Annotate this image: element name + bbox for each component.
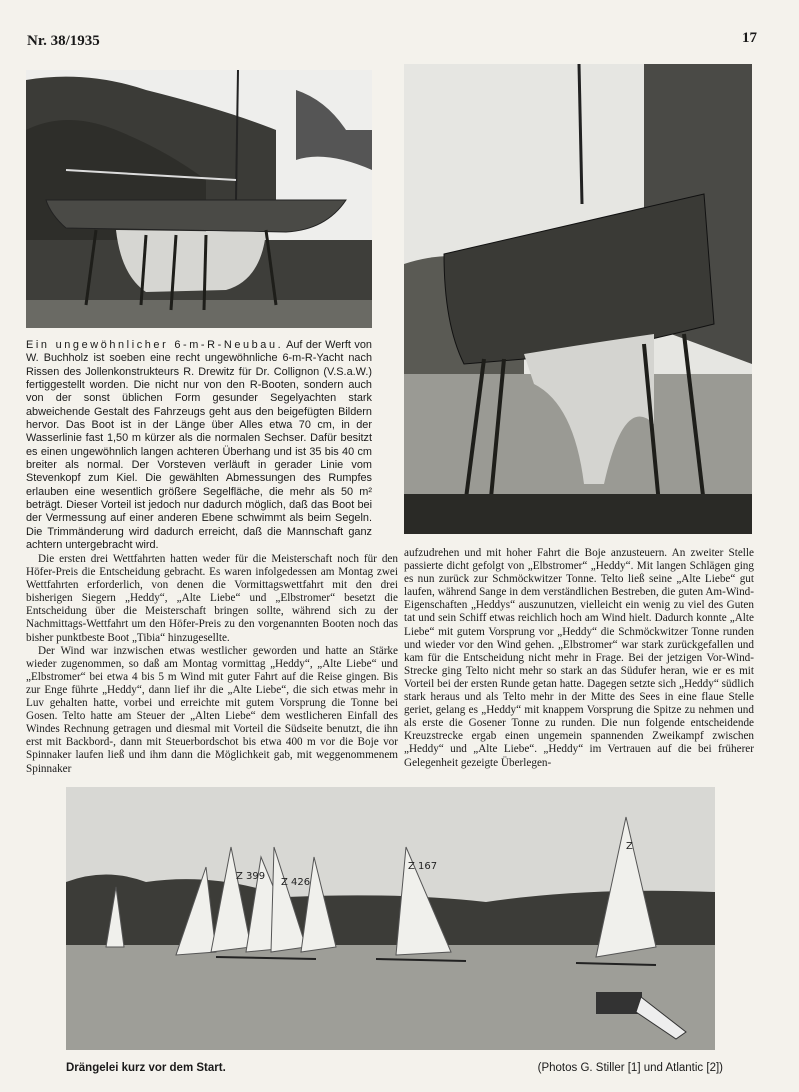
article-right-column (404, 547, 754, 770)
issue-number: Nr. 38/1935 (27, 33, 100, 49)
article-paragraph: aufzudrehen und mit hoher Fahrt die Boje anzusteuern. An zweiter Stelle passierte dicht gefolgt von „Elbstromer“ „Heddy“. Mit langen Schlägen ging es nun zurück zur Schmöckwitzer Tonne. Telto ließ seine „Alte Liebe“ gut laufen, während Sange in dem verständlichen Bestreben, die guten Am-Wind-Eigenschaften „Heddys“ auszunutzen, vielleicht ein wenig zu viel des Guten tat und sein Schiff etwas reichlich hoch am Wind hielt. Dadurch konnte „Alte Liebe“ mit gutem Vorsprung vor „Heddy“ die Schmöckwitzer Tonne runden und wieder vor den Wind gehen. „Elbstromer“ war stark zurückgefallen und kam für die Entscheidung nicht mehr in Frage. Bei der jetzigen Vor-Wind-Strecke ging Telto nicht mehr so stark an das Südufer heran, wie er es mit Vorteil bei der ersten Runde getan hatte. Dagegen setzte sich „Heddy“ südlich stark heraus und als Telto mehr in der Mitte des Sees in eine flaue Stelle geriet, gelang es „Heddy“ mit knappem Vorsprung die Spitze zu nehmen und als erste die Gosener Tonne zu runden. Die nun folgende entscheidende Kreuzstrecke ergab einen ungemein spannenden Zweikampf zwischen „Heddy“ und „Alte Liebe“. „Heddy“ im Vertrauen auf die bei früherer Gelegenheit gezeigte Überlegen- (404, 547, 754, 769)
caption-body: Auf der Werft von W. Buchholz ist soeben eine recht ungewöhnliche 6-m-R-Yacht nach Rissen des Jollenkonstrukteurs R. Drewitz für Dr. Collignon (V.S.a.W.) fertiggestellt worden. Die nicht nur von den R-Booten, sondern auch von der sonst üblichen Form gesunder Segelyachten stark abweichende Gestalt des Fahrzeugs geht aus den beigefügten Bildern hervor. Das Boot ist in der Länge über Alles etwa 70 cm, in der Wasserlinie fast 1,50 m kürzer als die normalen Sechser. Dafür besitzt es einen ungewöhnlich langen achteren Überhang und ist 35 bis 40 cm breiter als normal. Der Vorsteven verläuft in gerader Linie vom Stevenkopf zum Kiel. Die gewählten Abmessungen des Rumpfes erlauben eine wesentlich größere Segelfläche, die mehr als 50 m² beträgt. Dieser Vorteil ist jedoch nur dadurch möglich, daß das Boot bei der Vermessung auf einer anderen Ebene schwimmt als beim Segeln. Die Trimmänderung wird dadurch erreicht, daß die Mannschaft ganz achtern untergebracht wird. (26, 339, 372, 552)
sail-number: Z 167 (408, 861, 438, 872)
photo-boat-on-slipway (26, 70, 372, 328)
caption-lead: Ein ungewöhnlicher 6-m-R-Neubau. (26, 339, 284, 351)
photo-credits: (Photos G. Stiller [1] und Atlantic [2]) (537, 1062, 723, 1074)
article-paragraph: Die ersten drei Wettfahrten hatten weder für die Meisterschaft noch für den Höfer-Preis die Entscheidung gebracht. Es waren infolgedessen am Montag zwei Wettfahrten erforderlich, von denen die Vormittagswettfahrt mit den drei bisherigen Siegern „Heddy“, „Alte Liebe“ und „Elbstromer“ besetzt die Entscheidung über die Meisterschaft bringen sollte, während sich zu der Nachmittags-Wettfahrt um den Höfer-Preis zu den vorgenannten Booten noch das bisher punktbeste Boot „Tibia“ hinzugesellte. (26, 553, 398, 644)
photo-caption-top (26, 339, 372, 553)
sail-number: Z 399 (236, 871, 266, 882)
photo-caption-bottom: Drängelei kurz vor dem Start. (66, 1062, 226, 1074)
photo-boat-stern (404, 64, 752, 534)
sail-number: Z (626, 841, 633, 852)
page-number: 17 (742, 30, 757, 46)
article-paragraph: Der Wind war inzwischen etwas westlicher geworden und hatte an Stärke wieder zugenommen, so daß am Montag vormittag „Heddy“, „Alte Liebe“ und „Elbstromer“ bei etwa 4 bis 5 m Wind mit guter Fahrt auf die Reise gingen. Bis zur Enge führte „Heddy“, dann lief ihr die „Alte Liebe“, die sich etwas mehr in Luv gehalten hatte, vorbei und erreichte mit gutem Vorsprung die Tonne bei Gosen. Telto hatte am Steuer der „Alten Liebe“ dem westlicheren Einfall des Windes Rechnung getragen und diesmal mit Vorteil die Südseite benutzt, die ihn erst mit Backbord-, dann mit Steuerbordschot bis etwa 400 m vor die Boje vor Spinnaker laufen ließ und ihm dann die Möglichkeit gab, mit weggenommenem Spinnaker (26, 644, 398, 775)
photo-boats-before-start (66, 787, 715, 1050)
sail-number: Z 426 (281, 877, 311, 888)
article-left-column (26, 553, 398, 776)
